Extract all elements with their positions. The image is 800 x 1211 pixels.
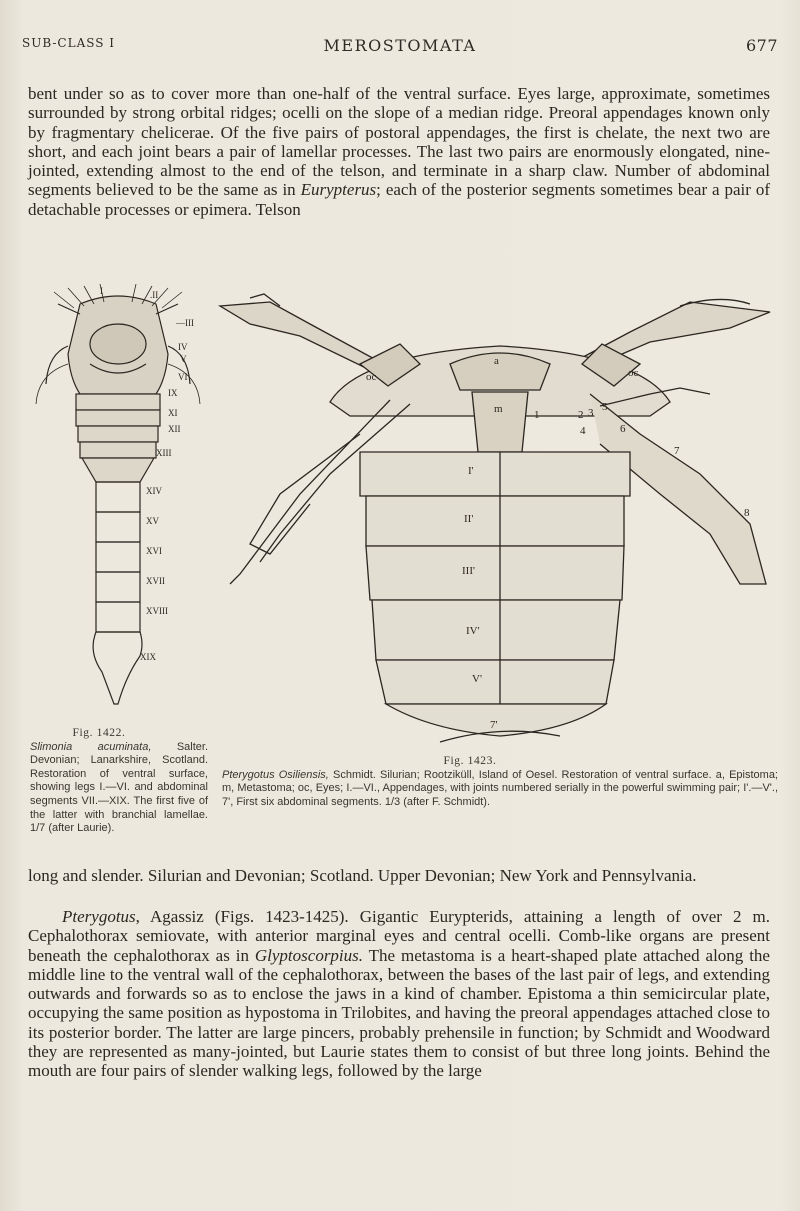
body-paragraph-2-text-a: , Agassiz (Figs. 1423-1425). Gigantic Eurypterids, attaining a length of over 2 m. Cephalothorax semiovate, with anterior marginal eyes and central ocelli. Comb-like organs are present beneath the cephalothorax as in xyxy=(28,907,770,965)
svg-text:1: 1 xyxy=(534,409,540,421)
svg-text:VI: VI xyxy=(178,372,188,382)
svg-text:oc: oc xyxy=(366,371,377,383)
running-header-section: SUB-CLASS I xyxy=(22,36,116,50)
svg-text:XII: XII xyxy=(168,424,181,434)
svg-text:8: 8 xyxy=(744,507,750,519)
svg-text:II': II' xyxy=(464,513,474,525)
top-paragraph-tail: ; each of the posterior segments sometimes bear a pair of detachable processes or epimera. Telson xyxy=(28,180,771,219)
body-paragraph-1: long and slender. Silurian and Devonian; Scotland. Upper Devonian; New York and Pennsylvania. xyxy=(28,866,697,885)
running-header-title: MEROSTOMATA xyxy=(323,36,477,55)
body-paragraph-2-genus: Pterygotus xyxy=(62,907,136,926)
svg-text:XVIII: XVIII xyxy=(146,606,168,616)
svg-text:7: 7 xyxy=(674,445,680,457)
body-paragraph-2-reference: Glyptoscorpius. xyxy=(254,945,364,965)
svg-text:XIII: XIII xyxy=(156,448,172,458)
svg-text:m: m xyxy=(494,403,503,415)
top-paragraph-text: bent under so as to cover more than one-half of the ventral surface. Eyes large, approximate, sometimes surrounded by strong orbital ridges; ocelli on the slope of a median ridge. Preoral appendages known only by fragmentary chelicerae. Of the five pairs of postoral appendages, the first is chelate, the next two are short, and each joint bears a pair of lamellar processes. The last two pairs are enormously elongated, nine-jointed, extending almost to the end of the telson, and terminate in a sharp claw. Number of abdominal segments believed to be the same as in xyxy=(28,84,770,200)
svg-text:oc: oc xyxy=(628,367,639,379)
page-number: 677 xyxy=(745,36,778,55)
figure-1422-title: Slimonia acuminata, xyxy=(30,740,152,753)
svg-text:—III: —III xyxy=(176,318,194,328)
figure-1423-caption-text: Schmidt. Silurian; Rootziküll, Island of Oesel. Restoration of ventral surface. a, Epistoma; m, Metastoma; oc, Eyes; I.—VI., Appendages, with joints numbered serially in the powerful swimming pair; I'.—V'., 7', First six abdominal segments. 1/3 (after F. Schmidt). xyxy=(222,768,778,808)
figure-1422-caption xyxy=(30,727,208,836)
svg-text:2: 2 xyxy=(578,409,584,421)
svg-text:V': V' xyxy=(472,673,482,685)
body-paragraph-2-text-b: The metastoma is a heart-shaped plate attached along the middle line to the ventral wall of the cephalothorax, between the bases of the last pair of legs, and extending outwards and forwards so as to enclose the jaws in a kind of chamber. Epistoma a thin semicircular plate, occupying the same position as hypostoma in Trilobites, and having the preoral appendages attached close to its posterior border. The latter are large pincers, probably prehensile in function; by Schmidt and Woodward they are represented as many-jointed, but Laurie states them to consist of but three long joints. Behind the mouth are four pairs of slender walking legs, followed by the large xyxy=(28,945,770,1081)
svg-text:V: V xyxy=(180,354,187,364)
svg-text:XVI: XVI xyxy=(146,546,162,556)
svg-text:I: I xyxy=(100,286,103,296)
figure-1423-title: Pterygotus Osiliensis, xyxy=(222,768,329,781)
svg-text:III': III' xyxy=(462,565,475,577)
svg-text:XIV: XIV xyxy=(146,486,162,496)
svg-text:IX: IX xyxy=(168,388,178,398)
svg-text:6: 6 xyxy=(620,423,626,435)
figure-1422-number: Fig. 1422. xyxy=(72,727,126,739)
figure-1422-caption-text: Salter. Devonian; Lanarkshire, Scotland. Restoration of ventral surface, showing legs I.—VI. and abdominal segments VII.—XIX. The first five of the latter with branchial lamellae. 1/7 (after Laurie). xyxy=(30,740,208,835)
svg-text:I': I' xyxy=(468,465,474,477)
figure-1423-number: Fig. 1423. xyxy=(443,755,497,767)
svg-text:XI: XI xyxy=(168,408,178,418)
svg-text:3: 3 xyxy=(588,407,594,419)
body-paragraph-2 xyxy=(28,907,770,1081)
top-paragraph xyxy=(28,84,770,219)
svg-text:XIX: XIX xyxy=(140,652,156,662)
svg-text:.II: .II xyxy=(150,290,159,300)
figure-1422-slimonia-drawing xyxy=(28,284,208,724)
svg-text:7': 7' xyxy=(490,719,498,731)
svg-text:XV: XV xyxy=(146,516,159,526)
svg-text:5: 5 xyxy=(602,401,608,413)
svg-text:IV: IV xyxy=(178,342,188,352)
svg-text:4: 4 xyxy=(580,425,586,437)
figure-1423-caption xyxy=(222,755,778,809)
svg-text:XVII: XVII xyxy=(146,576,165,586)
top-paragraph-genus: Eurypterus xyxy=(300,180,377,200)
svg-text:IV': IV' xyxy=(466,625,480,637)
figure-1423-pterygotus-drawing xyxy=(210,284,780,754)
svg-text:a: a xyxy=(494,355,499,367)
